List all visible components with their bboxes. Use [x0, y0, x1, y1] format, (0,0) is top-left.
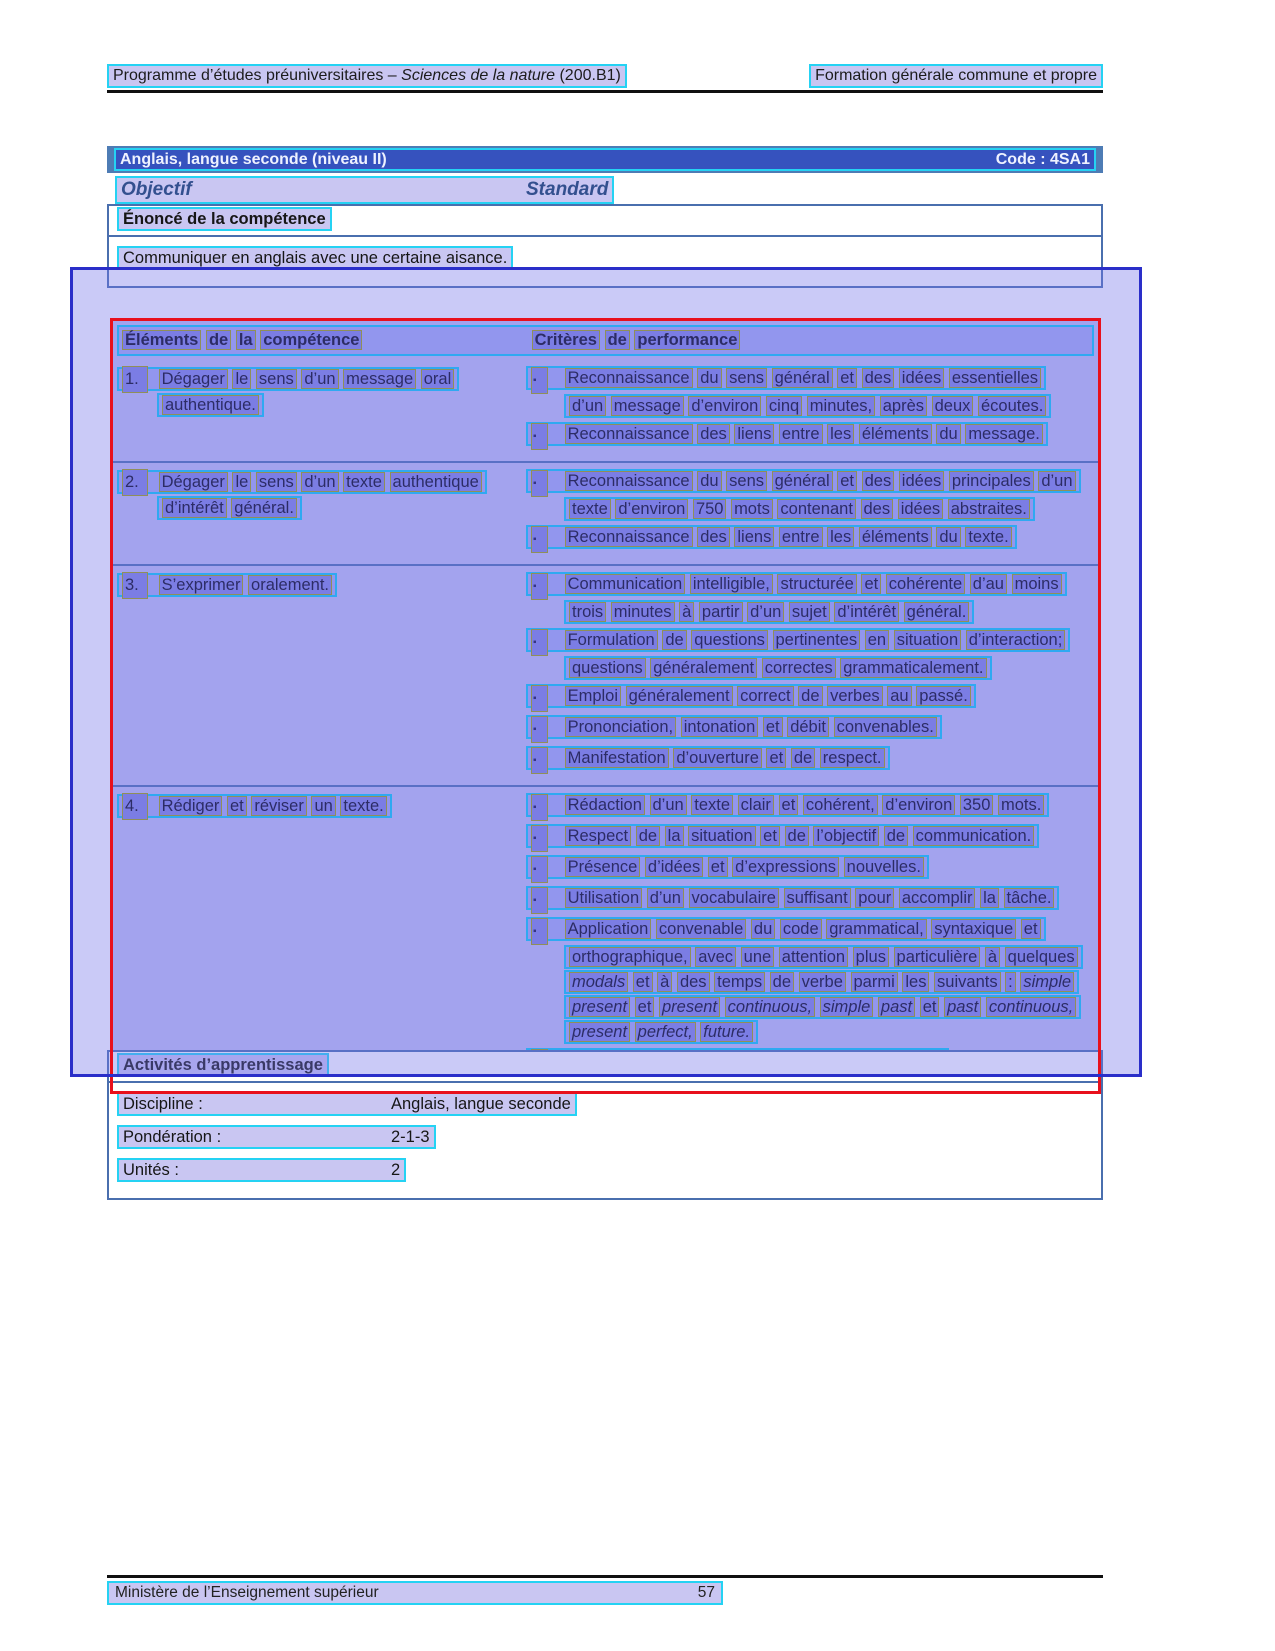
table-row — [113, 564, 1098, 785]
course-title: Anglais, langue seconde (niveau II) — [120, 150, 387, 168]
header-left-text: Programme d’études préuniversitaires – Sciences de la nature (200.B1) — [107, 64, 627, 88]
criteria-cell — [526, 793, 1098, 1079]
criterion-item: ▪ Emploi généralement correct de verbes au passé. — [526, 684, 1078, 712]
criterion-item: ▪ Communication intelligible, structurée et cohérente d’au moins trois minutes à partir d’un sujet d’intérêt général. — [526, 572, 1078, 625]
course-code: Code : 4SA1 — [995, 150, 1090, 168]
criterion-item: ▪ Présence d’idées et d’expressions nouvelles. — [526, 855, 1078, 883]
enonce-title-row — [109, 206, 1101, 237]
footer-text: Ministère de l’Enseignement supérieur — [115, 1584, 379, 1601]
activity-label: Pondération : — [123, 1128, 222, 1146]
footer-highlight — [107, 1581, 723, 1605]
activity-value: Anglais, langue seconde — [391, 1095, 571, 1113]
bullet-icon: ▪ — [531, 747, 548, 774]
header-rule — [107, 90, 1103, 93]
criterion-item: ▪ Rédaction d’un texte clair et cohérent, d’environ 350 mots. — [526, 793, 1078, 821]
enonce-box — [107, 204, 1103, 288]
header-right-text: Formation générale commune et propre — [809, 64, 1103, 88]
bullet-icon: ▪ — [531, 526, 548, 553]
page-number: 57 — [697, 1584, 715, 1601]
criterion-item: ▪ Utilisation d’un vocabulaire suffisant pour accomplir la tâche. — [526, 886, 1078, 914]
element-text: 1. Dégager le sens d’un message oral authentique. — [117, 367, 459, 417]
activity-label: Unités : — [123, 1161, 179, 1179]
element-cell — [113, 793, 526, 1079]
activity-value: 2-1-3 — [391, 1128, 430, 1146]
section-headings — [115, 176, 614, 204]
course-title-line — [114, 148, 1096, 171]
element-number: 3. — [122, 572, 148, 599]
bullet-icon: ▪ — [531, 573, 548, 600]
document-header — [107, 64, 1103, 88]
footer-rule — [107, 1575, 1103, 1578]
table-header-criteres: Critères de performance — [532, 330, 741, 350]
page-footer — [107, 1581, 723, 1605]
bullet-icon: ▪ — [531, 716, 548, 743]
activities-title: Activités d’apprentissage — [117, 1053, 329, 1077]
bullet-icon: ▪ — [531, 423, 548, 450]
bullet-icon: ▪ — [531, 887, 548, 914]
element-text: 3. S’exprimer oralement. — [117, 573, 337, 597]
element-number: 4. — [122, 793, 148, 820]
enonce-body-row — [109, 237, 555, 286]
criterion-item: ▪ Application convenable du code grammatical, syntaxique et orthographique, avec une attention plus particulière à quelques modals et à des temps de verbe parmi les suivants : simple present et present continuous, simple past et past continuous, present perfect, future. — [526, 917, 1078, 1045]
bullet-icon: ▪ — [531, 470, 548, 497]
table-row — [113, 360, 1098, 461]
competency-table — [113, 321, 1098, 1091]
table-body — [113, 360, 1098, 1087]
element-text: 2. Dégager le sens d’un texte authentique d’intérêt général. — [117, 470, 487, 520]
criterion-item: ▪ Formulation de questions pertinentes en situation d’interaction; questions généralement correctes grammaticalement. — [526, 628, 1078, 681]
criteria-cell — [526, 469, 1098, 556]
course-title-bar — [107, 146, 1103, 173]
enonce-body: Communiquer en anglais avec une certaine aisance. — [117, 246, 513, 270]
criterion-item: ▪ Manifestation d’ouverture et de respect. — [526, 746, 1078, 774]
table-row — [113, 461, 1098, 564]
criterion-item: ▪ Prononciation, intonation et débit convenables. — [526, 715, 1078, 743]
element-cell — [113, 366, 526, 453]
criteria-cell — [526, 572, 1098, 777]
activities-rows — [109, 1083, 1101, 1198]
table-header-elements: Éléments de la compétence — [122, 328, 527, 353]
element-number: 1. — [122, 366, 148, 393]
activities-row — [117, 1095, 1093, 1114]
activities-row — [117, 1161, 1093, 1180]
bullet-icon: ▪ — [531, 825, 548, 852]
bullet-icon: ▪ — [531, 794, 548, 821]
element-cell — [113, 572, 526, 777]
table-row — [113, 785, 1098, 1087]
activities-row — [117, 1128, 1093, 1147]
criteria-cell — [526, 366, 1098, 453]
enonce-title: Énoncé de la compétence — [117, 207, 332, 231]
criterion-item: ▪ Reconnaissance des liens entre les éléments du message. — [526, 422, 1078, 450]
bullet-icon: ▪ — [531, 685, 548, 712]
standard-heading: Standard — [526, 179, 609, 200]
objectif-standard-highlight — [115, 176, 614, 204]
bullet-icon: ▪ — [531, 367, 548, 394]
criterion-item: ▪ Reconnaissance du sens général et des idées principales d’un texte d’environ 750 mots contenant des idées abstraites. — [526, 469, 1078, 522]
activity-value: 2 — [391, 1161, 401, 1179]
objectif-heading: Objectif — [121, 179, 192, 200]
criterion-item: ▪ Reconnaissance des liens entre les éléments du texte. — [526, 525, 1078, 553]
element-number: 2. — [122, 469, 148, 496]
activities-box — [107, 1050, 1103, 1200]
element-text: 4. Rédiger et réviser un texte. — [117, 794, 392, 818]
criterion-item: ▪ Reconnaissance du sens général et des idées essentielles d’un message d’environ cinq minutes, après deux écoutes. — [526, 366, 1078, 419]
activity-label: Discipline : — [123, 1095, 203, 1113]
table-header-row — [117, 325, 1094, 356]
bullet-icon: ▪ — [531, 856, 548, 883]
bullet-icon: ▪ — [531, 629, 548, 656]
activities-title-row — [109, 1052, 1101, 1083]
bullet-icon: ▪ — [531, 918, 548, 945]
element-cell — [113, 469, 526, 556]
criterion-item: ▪ Respect de la situation et de l’objectif de communication. — [526, 824, 1078, 852]
